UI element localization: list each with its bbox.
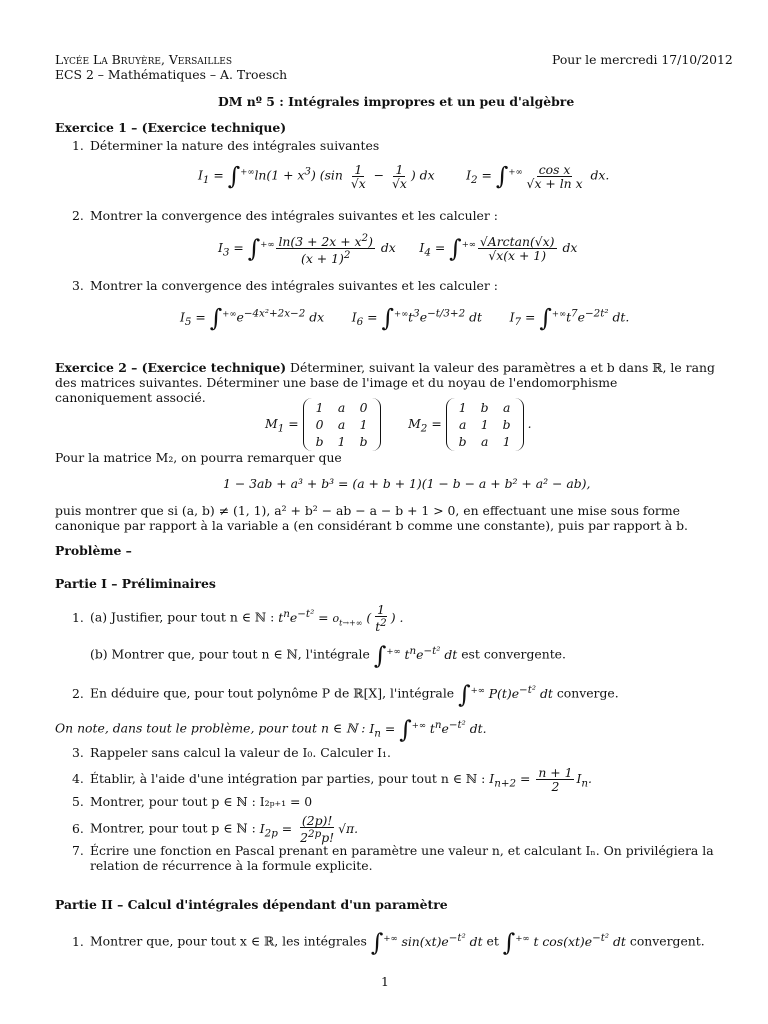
ex2-instructions: puis montrer que si (a, b) ≠ (1, 1), a² + b² − ab − a − b + 1 > 0, en effectuant une mise sous forme canonique par rapport à la variable a (en considérant b comme une constante), puis par rapport à b. (55, 503, 688, 533)
matrix-entry: 1 (337, 434, 346, 449)
notation-In: On note, dans tout le problème, pour tout n ∈ ℕ : $I_n = \int^{+\infty}$ $t^ne^{-t^2}$ dt. (55, 715, 487, 743)
exercise-1-heading: Exercice 1 – (Exercice technique) (55, 120, 287, 135)
matrix-entry: b (502, 417, 511, 432)
part1-q2: 2. En déduire que, pour tout polynôme P de ℝ[X], l'intégrale ∫+∞ $P(t)e^{-t^2}$ dt converge. (72, 680, 619, 708)
part1-q1b: (b) Montrer que, pour tout n ∈ ℕ, l'intégrale ∫+∞ $t^ne^{-t^2}$ dt est convergente. (90, 641, 566, 669)
matrix-entry: a (480, 434, 489, 449)
document-title: DM nº 5 : Intégrales impropres et un peu d'algèbre (218, 94, 575, 109)
matrix-entry: 1 (315, 400, 324, 415)
part1-q3: 3. Rappeler sans calcul la valeur de I₀. Calculer I₁. (72, 745, 391, 760)
part2-q1: 1. Montrer que, pour tout x ∈ ℝ, les intégrales ∫+∞ $\sin(xt)e^{-t^2}$ dt et ∫+∞ t $\cos(xt)e^{-t^2}$ dt convergent. (72, 928, 705, 956)
matrix-entry: b (458, 434, 467, 449)
part1-q1a: 1. (a) Justifier, pour tout n ∈ ℕ : $t^ne^{-t^2} = o_{t\to+\infty}$ ( $\frac{1}{t^2}$ ) . (72, 602, 404, 635)
exercise-2: Exercice 2 – (Exercice technique) Déterminer, suivant la valeur des paramètres a et b dans ℝ, le rang des matrices suivantes. Déterminer une base de l'image et du noyau de l'endomorphisme canoniquement associé. (55, 360, 715, 405)
ex2-remark: Pour la matrice M₂, on pourra remarquer que (55, 450, 342, 465)
part1-q6: 6. Montrer, pour tout p ∈ ℕ : $I_{2p}$ = $\frac{(2p)!}{2^{2p}p!}$ √π. (72, 813, 359, 846)
matrix-entry: 0 (359, 400, 368, 415)
ex1-item-3: 3. Montrer la convergence des intégrales suivantes et les calculer : (72, 278, 498, 293)
matrix-entry: 1 (458, 400, 467, 415)
part-1-heading: Partie I – Préliminaires (55, 576, 216, 591)
ex1-item-2: 2. Montrer la convergence des intégrales suivantes et les calculer : (72, 208, 498, 223)
ex1-item-1: 1. Déterminer la nature des intégrales suivantes (72, 138, 380, 153)
matrix-entry: 1 (502, 434, 511, 449)
matrix-entry: b (480, 400, 489, 415)
matrix-entry: a (337, 400, 346, 415)
matrix-entry: a (458, 417, 467, 432)
part-2-heading: Partie II – Calcul d'intégrales dépendant d'un paramètre (55, 897, 448, 912)
formula-i5-i7: $I_5 = \int^{+\infty}e^{-4x^2+2x-2}$ dx $I_6 = \int^{+\infty}t^3e^{-t/3+2}$ dt $I_7 = \int^{+\infty}t^7e^{-2t^2}$ dt. (180, 304, 630, 332)
part1-q4: 4. Établir, à l'aide d'une intégration par parties, pour tout n ∈ ℕ : $I_{n+2}$ = $\frac{n + 1}{2}$ $I_n$. (72, 765, 592, 794)
course-name: ECS 2 – Mathématiques – A. Troesch (55, 67, 288, 82)
matrix-m2 (446, 398, 524, 451)
matrix-m1 (303, 398, 381, 451)
matrix-entry: 0 (315, 417, 324, 432)
matrix-entry: 1 (480, 417, 489, 432)
formula-i3-i4: $I_3 = \int^{+\infty}$ $\frac{\ln(3 + 2x + x^2)}{(x + 1)^2}$ dx $I_4 = \int^{+\infty}$ $\frac{\text{√Arctan(√x)}}{√x(x + 1)}$ dx (218, 232, 578, 267)
school-name: Lycée La Bruyère, Versailles (55, 52, 233, 67)
matrices: $M_1$ = 1 a 0 0 a 1 b 1 b $M_2$ = 1 b a a 1 b b a 1 . (265, 400, 532, 449)
part1-q5: 5. Montrer, pour tout p ∈ ℕ : I₂ₚ₊₁ = 0 (72, 794, 313, 809)
part1-q7: 7. Écrire une fonction en Pascal prenant en paramètre une valeur n, et calculant Iₙ. On privilégiera la relation de récurrence à la formule explicite. (72, 843, 714, 873)
matrix-entry: b (359, 434, 368, 449)
factorization-identity: 1 − 3ab + a³ + b³ = (a + b + 1)(1 − b − a + b² + a² − ab), (223, 476, 591, 491)
matrix-entry: 1 (359, 417, 368, 432)
matrix-entry: b (315, 434, 324, 449)
formula-i1-i2: $I_1 = \int^{+\infty}\ln(1 + x^3)$ (sin $\frac{1}{√x}$ − $\frac{1}{√x}$ ) dx $I_2 = \int^{+\infty}$ $\frac{\text{cos x}}{\text{√x + ln x}}$ dx. (198, 161, 610, 191)
page-number: 1 (381, 974, 389, 989)
probleme-heading: Problème – (55, 543, 132, 558)
matrix-entry: a (502, 400, 511, 415)
due-date: Pour le mercredi 17/10/2012 (552, 52, 733, 67)
matrix-entry: a (337, 417, 346, 432)
